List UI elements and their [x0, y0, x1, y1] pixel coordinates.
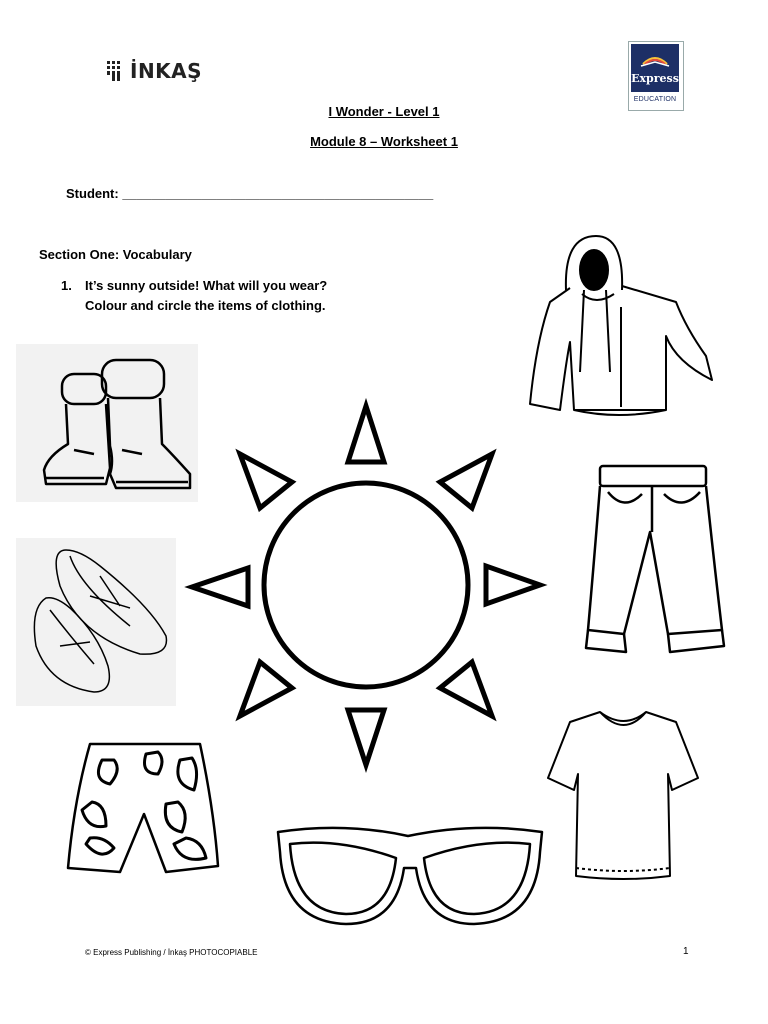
- shorts-illustration: [62, 740, 222, 876]
- open-book-icon: [631, 44, 679, 70]
- question-line-2: Colour and circle the items of clothing.: [85, 298, 326, 313]
- flip-flops-illustration: [30, 546, 175, 696]
- section-title: Section One: Vocabulary: [39, 247, 192, 262]
- question-number: 1.: [61, 278, 72, 293]
- express-logo-sub: EDUCATION: [633, 96, 677, 103]
- inkas-logo-icon: [106, 59, 126, 83]
- inkas-logo-text: İNKAŞ: [130, 59, 203, 83]
- footer-copyright: © Express Publishing / İnkaş PHOTOCOPIABLE: [85, 948, 258, 957]
- express-logo-word: Express: [631, 72, 679, 85]
- worksheet-title: I Wonder - Level 1: [328, 104, 440, 119]
- express-education-logo: [628, 41, 684, 111]
- sunglasses-illustration: [274, 822, 546, 932]
- express-logo-panel: [631, 44, 679, 92]
- student-name-line: Student: ___________________________________________: [66, 186, 434, 201]
- winter-jacket-illustration: [526, 232, 716, 422]
- inkas-logo: [106, 54, 202, 88]
- question-line-1: It’s sunny outside! What will you wear?: [85, 278, 328, 293]
- t-shirt-illustration: [546, 708, 702, 884]
- sun-illustration: [188, 402, 544, 770]
- page-number: 1: [683, 946, 689, 957]
- jeans-illustration: [584, 462, 729, 657]
- worksheet-subtitle: Module 8 – Worksheet 1: [310, 134, 458, 149]
- boots-illustration: [40, 358, 195, 498]
